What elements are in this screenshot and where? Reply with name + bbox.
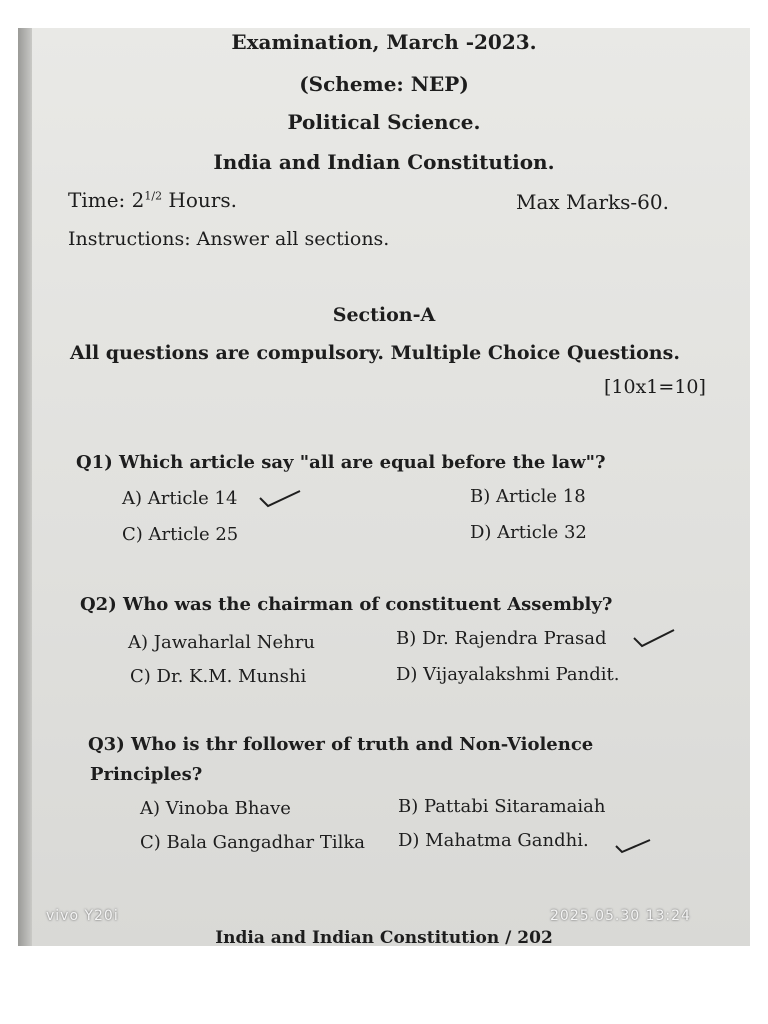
- page-footer: India and Indian Constitution / 202: [215, 928, 553, 946]
- tick-mark-icon: [630, 626, 678, 650]
- q1-option-b: B) Article 18: [470, 486, 586, 507]
- q2-option-d: D) Vijayalakshmi Pandit.: [396, 664, 620, 685]
- section-title: Section-A: [332, 304, 436, 326]
- q1-option-c: C) Article 25: [122, 524, 239, 545]
- q3-option-b: B) Pattabi Sitaramaiah: [398, 796, 606, 817]
- time-allowed: [68, 188, 237, 212]
- q1-option-d: D) Article 32: [470, 522, 587, 543]
- q1-option-a: A) Article 14: [122, 488, 238, 509]
- time-fraction: 1/2: [144, 189, 163, 203]
- subject: Political Science.: [287, 110, 481, 134]
- question-1: Q1) Which article say "all are equal before the law"?: [76, 452, 606, 473]
- question-3-line-1: Q3) Who is thr follower of truth and Non-Violence: [88, 734, 594, 755]
- paper-title: India and Indian Constitution.: [213, 150, 555, 174]
- exam-title: Examination, March -2023.: [231, 30, 537, 54]
- time-unit: Hours.: [168, 188, 237, 212]
- question-2: Q2) Who was the chairman of constituent Assembly?: [80, 594, 613, 615]
- q2-option-a: A) Jawaharlal Nehru: [128, 632, 315, 653]
- tick-mark-icon: [256, 488, 304, 510]
- instructions: Instructions: Answer all sections.: [68, 228, 390, 250]
- q2-option-c: C) Dr. K.M. Munshi: [130, 666, 307, 687]
- q3-option-c: C) Bala Gangadhar Tilka: [140, 832, 365, 853]
- max-marks: Max Marks-60.: [516, 190, 669, 214]
- q3-option-d: D) Mahatma Gandhi.: [398, 830, 589, 851]
- tick-mark-icon: [612, 834, 654, 858]
- q3-option-a: A) Vinoba Bhave: [140, 798, 291, 819]
- section-marks: [10x1=10]: [604, 376, 706, 398]
- question-3-line-2: Principles?: [90, 764, 203, 785]
- time-label: Time: 2: [68, 188, 145, 212]
- section-subtitle: All questions are compulsory. Multiple Choice Questions.: [70, 342, 680, 364]
- q2-option-b: B) Dr. Rajendra Prasad: [396, 628, 607, 649]
- document-photo: [18, 28, 750, 946]
- camera-timestamp-stamp: 2025.05.30 13:24: [550, 908, 691, 924]
- scheme: (Scheme: NEP): [299, 72, 469, 96]
- camera-model-stamp: vivo Y20i: [46, 908, 119, 924]
